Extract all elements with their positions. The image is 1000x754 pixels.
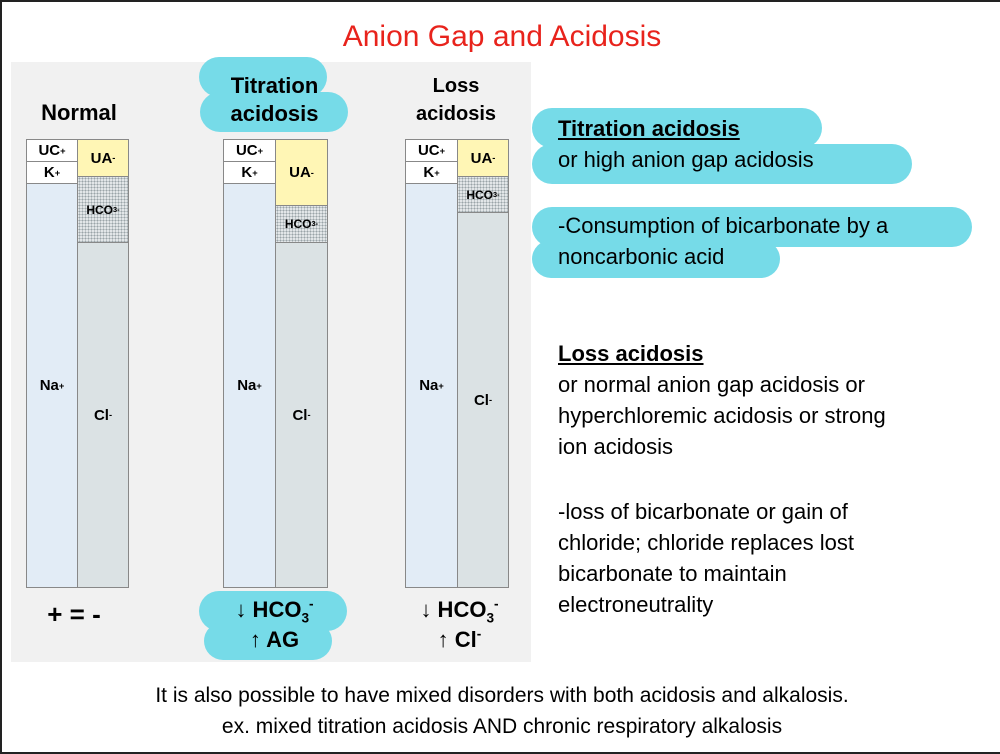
titration-header-line1: Titration — [230, 73, 319, 98]
titration-explanation — [558, 113, 814, 175]
normal-header — [24, 99, 134, 127]
normal-cl-segment: Cl - — [78, 243, 128, 587]
titration-header — [207, 72, 342, 128]
titration-ua-segment: UA - — [276, 140, 327, 206]
titration-footer-line2: ↑ AG — [249, 627, 300, 652]
loss-ua-segment: UA - — [458, 140, 508, 177]
normal-hco3-segment: HCO 3 - — [78, 177, 128, 243]
normal-ua-segment: UA - — [78, 140, 128, 177]
normal-uc-segment: UC + — [27, 140, 77, 162]
loss-header-line2: acidosis — [415, 103, 497, 125]
titration-description — [558, 210, 888, 272]
loss-desc-line1: -loss of bicarbonate or gain of — [558, 499, 848, 524]
loss-footer-line2: ↑ Cl- — [437, 626, 482, 652]
loss-sub-line1: or normal anion gap acidosis or — [558, 372, 865, 397]
normal-na-segment: Na + — [27, 184, 77, 587]
titration-footer — [202, 595, 347, 655]
bottom-note-line2: ex. mixed titration acidosis AND chronic respiratory alkalosis — [221, 715, 783, 738]
titration-na-segment: Na + — [224, 184, 275, 587]
loss-description — [558, 496, 854, 620]
bottom-note — [2, 680, 1000, 742]
normal-cation-column — [26, 139, 78, 588]
loss-desc-line4: electroneutrality — [558, 592, 714, 617]
loss-cation-column — [405, 139, 458, 588]
loss-cl-segment: Cl - — [458, 213, 508, 587]
titration-cation-column — [223, 139, 276, 588]
loss-anion-column — [457, 139, 509, 588]
loss-na-segment: Na + — [406, 184, 457, 587]
loss-k-segment: K + — [406, 162, 457, 184]
loss-header — [397, 72, 515, 128]
titration-cl-segment: Cl - — [276, 243, 327, 587]
titration-subheading: or high anion gap acidosis — [558, 147, 814, 172]
titration-heading: Titration acidosis — [558, 116, 740, 141]
loss-footer-line1: ↓ $HCO_3^-$ — [420, 596, 499, 626]
bottom-note-line1: It is also possible to have mixed disorders with both acidosis and alkalosis. — [155, 684, 849, 707]
loss-sub-line3: ion acidosis — [558, 434, 673, 459]
slide-title: Anion Gap and Acidosis — [342, 20, 662, 53]
normal-footer: + = - — [47, 599, 101, 629]
loss-header-line1: Loss — [432, 75, 480, 97]
loss-desc-line2: chloride; chloride replaces lost — [558, 530, 854, 555]
titration-hco3-segment: HCO 3 - — [276, 206, 327, 243]
titration-anion-column — [275, 139, 328, 588]
normal-header-label: Normal — [41, 100, 117, 125]
loss-hco3-segment: HCO 3 - — [458, 177, 508, 213]
loss-footer — [387, 595, 532, 655]
loss-explanation — [558, 338, 886, 462]
normal-k-segment: K + — [27, 162, 77, 184]
titration-footer-line1: ↓ $HCO_3^-$ — [235, 596, 314, 626]
loss-heading: Loss acidosis — [558, 341, 704, 366]
titration-header-line2: acidosis — [230, 101, 319, 126]
titration-desc-line1: -Consumption of bicarbonate by a — [558, 213, 889, 238]
normal-anion-column — [77, 139, 129, 588]
loss-sub-line2: hyperchloremic acidosis or strong — [558, 403, 886, 428]
titration-desc-line2: noncarbonic acid — [558, 244, 725, 269]
loss-uc-segment: UC + — [406, 140, 457, 162]
titration-k-segment: K + — [224, 162, 275, 184]
titration-uc-segment: UC + — [224, 140, 275, 162]
loss-desc-line3: bicarbonate to maintain — [558, 561, 787, 586]
